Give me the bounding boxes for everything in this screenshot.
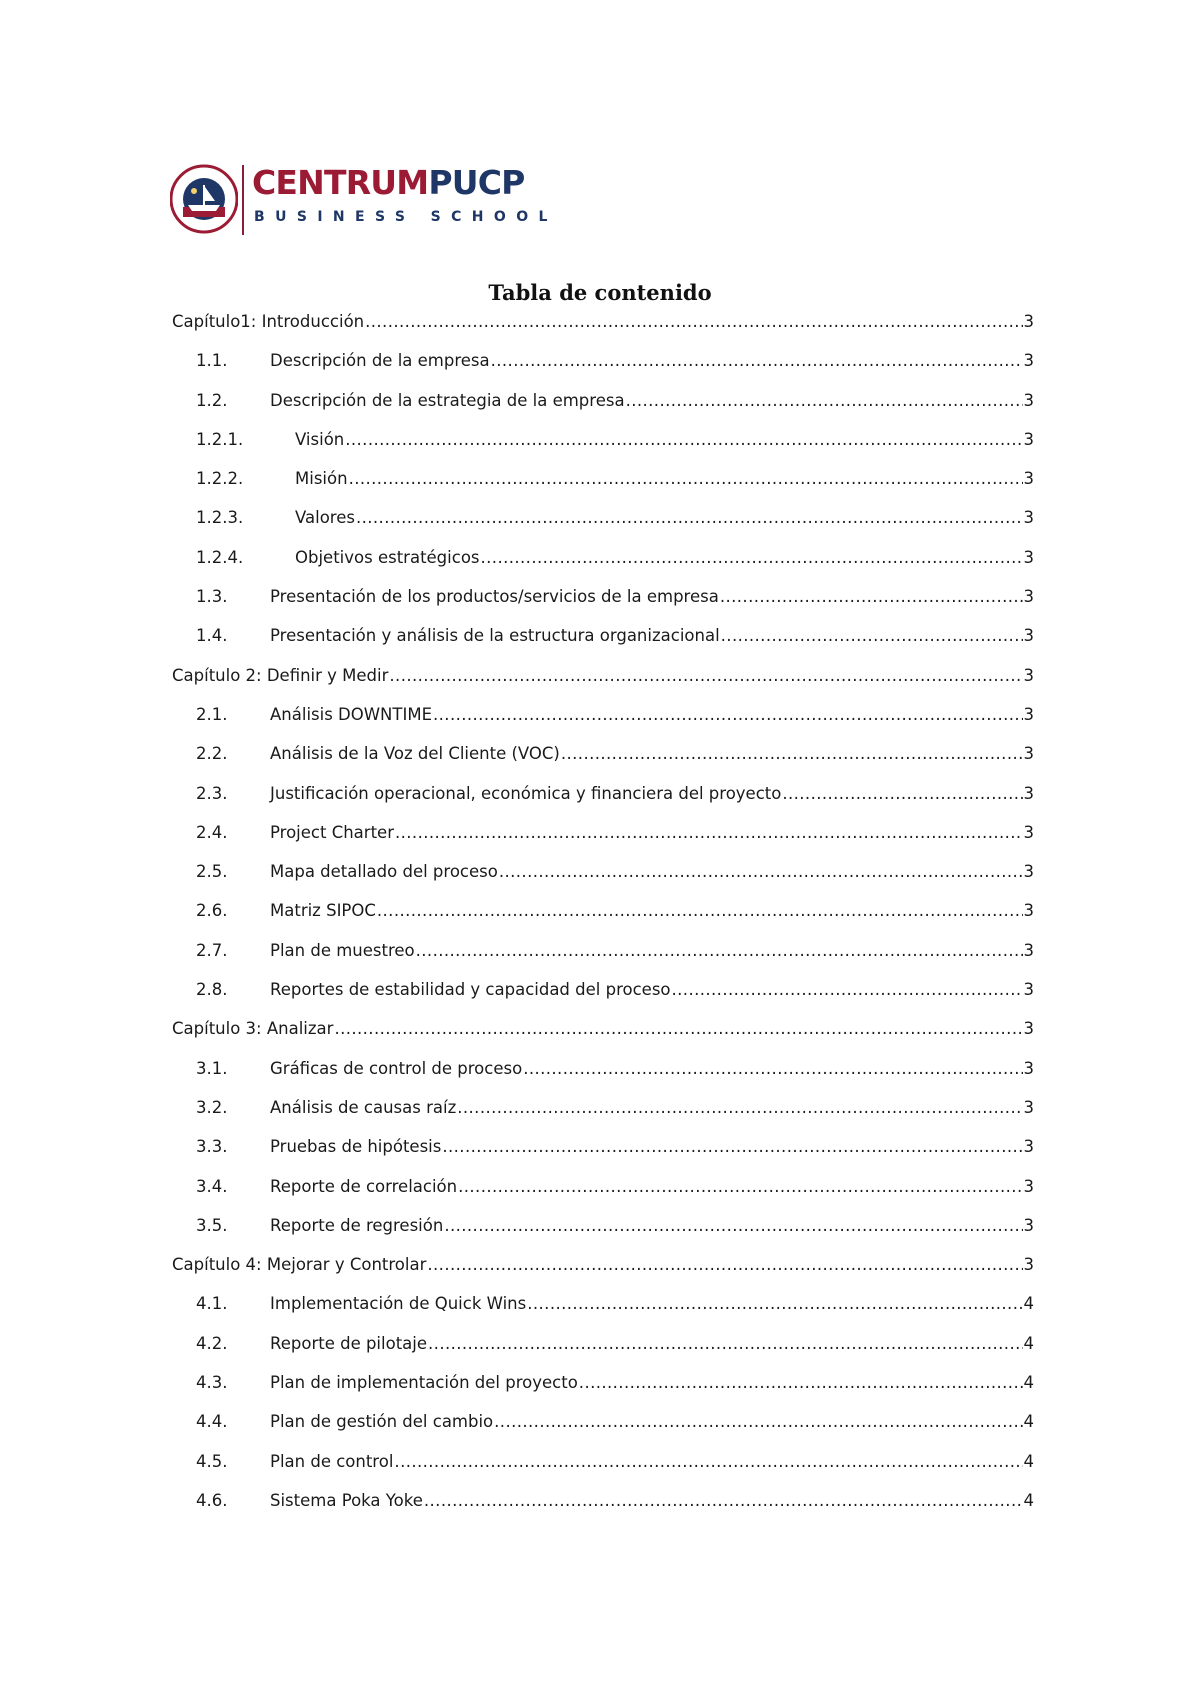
toc-page-number: 3	[1023, 390, 1034, 410]
toc-dot-leader	[394, 1452, 1022, 1471]
toc-entry-number: 2.8.	[196, 980, 228, 1000]
toc-section-entry[interactable]	[172, 1098, 1034, 1137]
toc-entry-number: 1.2.	[196, 390, 228, 410]
toc-dot-leader	[428, 1334, 1022, 1353]
toc-dot-leader	[782, 784, 1022, 803]
toc-section-entry[interactable]	[172, 1491, 1034, 1530]
toc-section-entry[interactable]	[172, 587, 1034, 626]
toc-entry-title: Plan de implementación del proyecto	[270, 1373, 578, 1393]
toc-entry-number: 3.3.	[196, 1137, 228, 1157]
toc-entry-title: Implementación de Quick Wins	[270, 1294, 527, 1314]
toc-section-entry[interactable]	[172, 1294, 1034, 1333]
toc-entry-title: Plan de control	[270, 1451, 394, 1471]
toc-dot-leader	[494, 1412, 1022, 1431]
toc-entry-number: 1.4.	[196, 626, 228, 646]
toc-entry-title: Presentación y análisis de la estructura organizacional	[270, 626, 720, 646]
toc-entry-title: Project Charter	[270, 822, 394, 842]
toc-page-number: 4	[1023, 1373, 1034, 1393]
toc-section-entry[interactable]	[172, 705, 1034, 744]
toc-dot-leader	[523, 1059, 1022, 1078]
toc-entry-number: 1.2.3.	[196, 508, 244, 528]
toc-section-entry[interactable]	[172, 980, 1034, 1019]
toc-page-number: 3	[1023, 1176, 1034, 1196]
toc-entry-number: 1.1.	[196, 351, 228, 371]
toc-dot-leader	[416, 941, 1023, 960]
toc-entry-title: Descripción de la empresa	[270, 351, 490, 371]
toc-page-number: 3	[1023, 587, 1034, 607]
toc-entry-number: 4.4.	[196, 1412, 228, 1432]
toc-dot-leader	[334, 1019, 1022, 1038]
toc-page-number: 3	[1023, 1137, 1034, 1157]
toc-page-number: 3	[1023, 1019, 1034, 1039]
toc-dot-leader	[579, 1373, 1023, 1392]
toc-dot-leader	[349, 469, 1023, 488]
toc-entry-number: 3.2.	[196, 1097, 228, 1117]
toc-page-number: 3	[1023, 547, 1034, 567]
toc-section-entry[interactable]	[172, 1177, 1034, 1216]
toc-entry-title: Plan de gestión del cambio	[270, 1412, 494, 1432]
toc-dot-leader	[424, 1491, 1023, 1510]
toc-section-entry[interactable]	[172, 1216, 1034, 1255]
toc-entry-title: Capítulo 4: Mejorar y Controlar	[172, 1255, 427, 1275]
toc-entry-number: 2.5.	[196, 862, 228, 882]
toc-page-number: 4	[1023, 1490, 1034, 1510]
toc-entry-number: 3.1.	[196, 1058, 228, 1078]
toc-page-number: 3	[1023, 665, 1034, 685]
toc-entry-title: Mapa detallado del proceso	[270, 862, 498, 882]
toc-chapter-entry[interactable]	[172, 666, 1034, 705]
toc-page-number: 3	[1023, 1097, 1034, 1117]
toc-entry-title: Presentación de los productos/servicios de la empresa	[270, 587, 719, 607]
toc-dot-leader	[672, 980, 1023, 999]
logo-brand-pucp: PUCP	[428, 163, 525, 202]
toc-entry-title: Justificación operacional, económica y financiera del proyecto	[270, 783, 782, 803]
toc-page-number: 3	[1023, 1058, 1034, 1078]
toc-dot-leader	[457, 1098, 1022, 1117]
toc-entry-title: Gráficas de control de proceso	[270, 1058, 523, 1078]
toc-entry-number: 3.4.	[196, 1176, 228, 1196]
toc-entry-title: Capítulo1: Introducción	[172, 312, 365, 331]
toc-dot-leader	[442, 1137, 1022, 1156]
toc-entry-number: 2.2.	[196, 744, 228, 764]
toc-dot-leader	[458, 1177, 1022, 1196]
toc-chapter-entry[interactable]	[172, 312, 1034, 351]
toc-section-entry[interactable]	[172, 1412, 1034, 1451]
toc-section-entry[interactable]	[172, 1334, 1034, 1373]
toc-page-number: 3	[1023, 901, 1034, 921]
toc-dot-leader	[444, 1216, 1022, 1235]
toc-section-entry[interactable]	[172, 823, 1034, 862]
toc-section-entry[interactable]	[172, 626, 1034, 665]
toc-entry-title: Capítulo 3: Analizar	[172, 1019, 334, 1039]
toc-dot-leader	[395, 823, 1023, 842]
toc-page-number: 3	[1023, 980, 1034, 1000]
toc-page-number: 3	[1023, 862, 1034, 882]
toc-entry-title: Capítulo 2: Definir y Medir	[172, 665, 389, 685]
toc-dot-leader	[491, 351, 1023, 370]
toc-dot-leader	[389, 666, 1022, 685]
toc-page-number: 3	[1023, 704, 1034, 724]
toc-section-entry[interactable]	[172, 784, 1034, 823]
toc-entry-title: Reporte de regresión	[270, 1215, 444, 1235]
toc-dot-leader	[365, 312, 1022, 331]
toc-subsection-entry[interactable]	[172, 430, 1034, 469]
toc-dot-leader	[377, 901, 1023, 920]
toc-dot-leader	[433, 705, 1022, 724]
toc-entry-title: Reportes de estabilidad y capacidad del proceso	[270, 980, 671, 1000]
toc-entry-title: Análisis de causas raíz	[270, 1097, 457, 1117]
toc-section-entry[interactable]	[172, 901, 1034, 940]
toc-page-number: 3	[1023, 783, 1034, 803]
toc-entry-title: Matriz SIPOC	[270, 901, 376, 921]
toc-entry-number: 3.5.	[196, 1215, 228, 1235]
toc-entry-number: 4.1.	[196, 1294, 228, 1314]
toc-section-entry[interactable]	[172, 1137, 1034, 1176]
toc-page-number: 3	[1023, 1215, 1034, 1235]
toc-entry-title: Valores	[295, 508, 355, 528]
toc-page-number: 3	[1023, 508, 1034, 528]
logo-brand-centrum: CENTRUM	[252, 163, 429, 202]
toc-entry-number: 2.4.	[196, 822, 228, 842]
toc-title: Tabla de contenido	[488, 280, 712, 305]
toc-entry-number: 4.3.	[196, 1373, 228, 1393]
toc-section-entry[interactable]	[172, 351, 1034, 390]
toc-entry-title: Visión	[295, 429, 345, 449]
toc-dot-leader	[626, 391, 1023, 410]
logo-divider	[242, 165, 244, 235]
toc-page-number: 3	[1023, 940, 1034, 960]
toc-entry-title: Objetivos estratégicos	[295, 547, 480, 567]
toc-entry-number: 1.2.1.	[196, 429, 244, 449]
toc-page-number: 3	[1023, 429, 1034, 449]
toc-entry-number: 1.2.2.	[196, 469, 244, 489]
toc-dot-leader	[481, 548, 1023, 567]
university-seal-icon	[170, 163, 238, 235]
toc-section-entry[interactable]	[172, 1059, 1034, 1098]
toc-dot-leader	[345, 430, 1022, 449]
toc-entry-number: 2.1.	[196, 704, 228, 724]
toc-entry-title: Reporte de correlación	[270, 1176, 458, 1196]
toc-page-number: 4	[1023, 1333, 1034, 1353]
toc-page-number: 3	[1023, 626, 1034, 646]
toc-entry-title: Descripción de la estrategia de la empresa	[270, 390, 625, 410]
toc-entry-title: Reporte de pilotaje	[270, 1333, 428, 1353]
toc-page-number: 3	[1023, 822, 1034, 842]
toc-subsection-entry[interactable]	[172, 548, 1034, 587]
toc-entry-title: Sistema Poka Yoke	[270, 1490, 423, 1510]
toc-dot-leader	[356, 508, 1023, 527]
toc-entry-title: Análisis de la Voz del Cliente (VOC)	[270, 744, 560, 764]
toc-entry-title: Análisis DOWNTIME	[270, 704, 433, 724]
toc-dot-leader	[561, 744, 1023, 763]
toc-subsection-entry[interactable]	[172, 508, 1034, 547]
toc-entry-number: 2.7.	[196, 940, 228, 960]
toc-entry-title: Plan de muestreo	[270, 940, 415, 960]
toc-entry-title: Pruebas de hipótesis	[270, 1137, 442, 1157]
toc-dot-leader	[499, 862, 1023, 881]
toc-entry-number: 1.3.	[196, 587, 228, 607]
toc-chapter-entry[interactable]	[172, 1019, 1034, 1058]
toc-entry-number: 4.2.	[196, 1333, 228, 1353]
toc-page-number: 4	[1023, 1451, 1034, 1471]
logo-subtitle: BUSINESS SCHOOL	[254, 209, 558, 225]
toc-section-entry[interactable]	[172, 1452, 1034, 1491]
toc-page-number: 3	[1023, 312, 1034, 331]
toc-section-entry[interactable]	[172, 391, 1034, 430]
toc-entry-number: 2.6.	[196, 901, 228, 921]
centrum-pucp-logo	[170, 163, 558, 237]
toc-dot-leader	[527, 1294, 1022, 1313]
toc-dot-leader	[720, 587, 1023, 606]
toc-dot-leader	[721, 626, 1023, 645]
toc-page-number: 3	[1023, 744, 1034, 764]
toc-entry-title: Misión	[295, 469, 348, 489]
toc-page-number: 4	[1023, 1294, 1034, 1314]
toc-page-number: 3	[1023, 351, 1034, 371]
toc-entry-number: 1.2.4.	[196, 547, 244, 567]
toc-subsection-entry[interactable]	[172, 469, 1034, 508]
logo-wordmark	[252, 163, 525, 203]
toc-entry-number: 4.5.	[196, 1451, 228, 1471]
toc-page-number: 4	[1023, 1412, 1034, 1432]
toc-entry-number: 4.6.	[196, 1490, 228, 1510]
toc-section-entry[interactable]	[172, 744, 1034, 783]
toc-page-number: 3	[1023, 1255, 1034, 1275]
toc-section-entry[interactable]	[172, 941, 1034, 980]
toc-chapter-entry[interactable]	[172, 1255, 1034, 1294]
toc-page-number: 3	[1023, 469, 1034, 489]
table-of-contents	[172, 312, 1034, 1530]
toc-dot-leader	[427, 1255, 1022, 1274]
toc-section-entry[interactable]	[172, 862, 1034, 901]
toc-entry-number: 2.3.	[196, 783, 228, 803]
toc-section-entry[interactable]	[172, 1373, 1034, 1412]
